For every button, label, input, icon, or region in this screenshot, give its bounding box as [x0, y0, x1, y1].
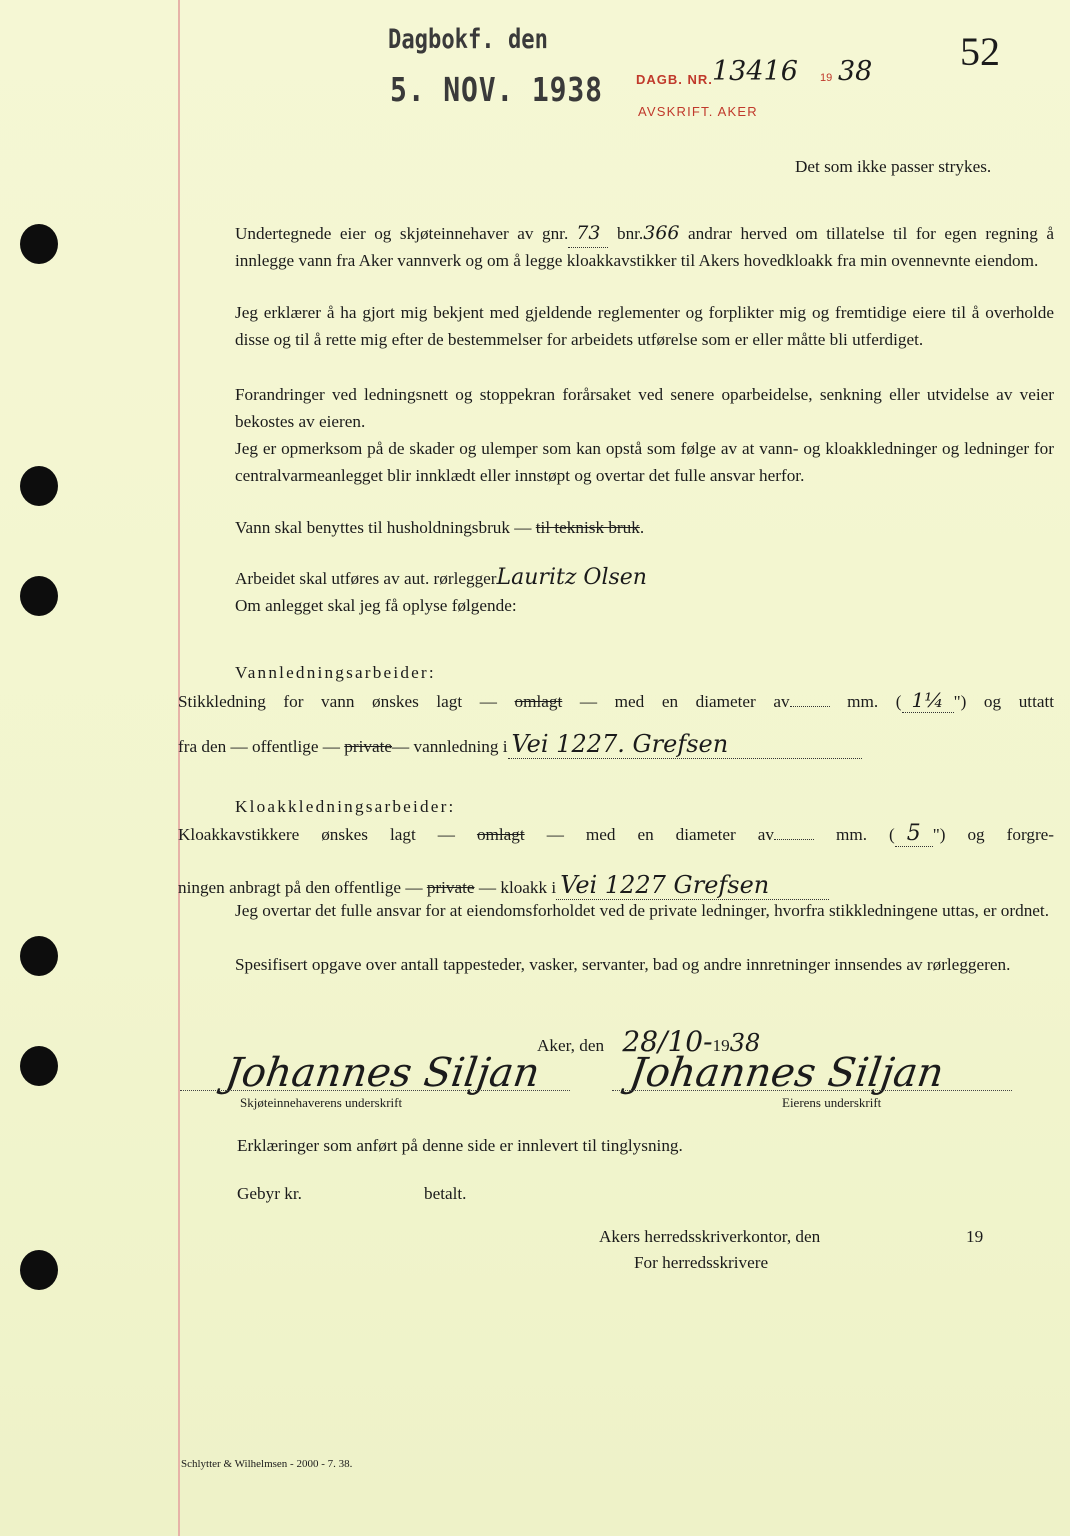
water-diameter-value: 1¼	[902, 688, 954, 713]
dagb-year: 38	[838, 56, 873, 87]
signature-line-left	[180, 1090, 570, 1091]
water-line-2: fra den — offentlige — private— vannledning i Vei 1227. Grefsen	[178, 730, 862, 759]
bnr-value: 366	[643, 222, 680, 244]
proprietor-signature-label: Eierens underskrift	[782, 1095, 882, 1110]
water-section-heading: Vannledningsarbeider:	[235, 663, 436, 682]
printer-imprint: Schlytter & Wilhelmsen - 2000 - 7. 38.	[181, 1458, 353, 1470]
dagb-nr-label: DAGB. NR.	[636, 72, 713, 87]
sewer-section-heading: Kloakkledningsarbeider:	[235, 797, 456, 816]
instruction-notice: Det som ikke passer strykes.	[795, 157, 992, 176]
dagb-year-prefix: 19	[820, 72, 833, 84]
declarations-line: Erklæringer som anført på denne side er innlevert til tinglysning.	[237, 1136, 683, 1155]
office-year-prefix: 19	[966, 1227, 984, 1246]
declaration-paragraph: Jeg erklærer å ha gjort mig bekjent med gjeldende reglementer og forplikter mig og fremtidige eiere til å overholde disse og til å rette mig efter de bestemmelser for arbeidets utførelse som er eller måtte bli utferdiget.	[235, 303, 1054, 349]
dagbok-stamp-date: 5. NOV. 1938	[390, 70, 603, 109]
office-line: Akers herredsskriverkontor, den	[599, 1227, 821, 1246]
date-year: 38	[729, 1029, 761, 1057]
punch-hole	[20, 466, 58, 506]
owner-signature: Johannes Siljan	[222, 1050, 543, 1096]
responsibility-paragraph: Jeg overtar det fulle ansvar for at eiendomsforholdet ved de private ledninger, hvorfra stikkledningene uttas, er ordnet.	[235, 901, 1049, 920]
water-usage-line: Vann skal benyttes til husholdningsbruk — til teknisk bruk.	[235, 518, 645, 537]
specification-paragraph: Spesifisert opgave over antall tappesteder, vasker, servanter, bad og andre innretninger innsendes av rørleggeren.	[235, 955, 1011, 974]
punch-hole	[20, 576, 58, 616]
dagb-nr-value: 13416	[712, 56, 798, 87]
punch-hole	[20, 224, 58, 264]
gnr-value: 73	[568, 220, 608, 248]
water-main-location: Vei 1227. Grefsen	[508, 730, 862, 759]
dagbok-stamp-line1: Dagbokf. den	[388, 24, 548, 55]
sewer-line-2: ningen anbragt på den offentlige — private — kloakk i Vei 1227 Grefsen	[178, 871, 829, 900]
sewer-main-location: Vei 1227 Grefsen	[556, 871, 829, 900]
changes-paragraph: Forandringer ved ledningsnett og stoppekran forårsaket ved senere oparbeidelse, senkning eller utvidelse av veier bekostes av eieren.	[235, 385, 1054, 431]
water-line-1: Stikkledning for vann ønskes lagt — omlagt — med en diameter av mm. ( 1¼ ") og uttatt	[178, 688, 1055, 712]
plumber-name: Lauritz Olsen	[496, 565, 647, 590]
plumber-line: Arbeidet skal utføres av aut. rørleggerLauritz Olsen	[235, 565, 647, 590]
page-number: 52	[960, 29, 1000, 74]
sewer-line-1: Kloakkavstikkere ønskes lagt — omlagt — med en diameter av mm. ( 5 ") og forgre-	[178, 821, 1055, 846]
sewer-diameter-value: 5	[895, 821, 933, 847]
avskrift-stamp: AVSKRIFT. AKER	[638, 104, 758, 119]
signature-line-right	[612, 1090, 1012, 1091]
punch-hole	[20, 1046, 58, 1086]
date-value: 28/10-	[622, 1025, 713, 1058]
fee-paid-label: betalt.	[424, 1184, 467, 1203]
awareness-paragraph: Jeg er opmerksom på de skader og ulemper som kan opstå som følge av at vann- og kloakkledninger og ledninger for centralvarmeanlegget blir innklædt eller innstøpt og overtar det fulle ansvar herfor.	[235, 439, 1054, 485]
proprietor-signature: Johannes Siljan	[626, 1050, 947, 1096]
application-paragraph: Undertegnede eier og skjøteinnehaver av gnr. 73 bnr.366 andrar herved om tillatelse til for egen regning å innlegge vann fra Aker vannverk og om å legge kloakkavstikker til Akers hovedkloakk fra min ovennevnte eiendom.	[235, 222, 1054, 270]
fee-label: Gebyr kr.	[237, 1184, 302, 1203]
owner-signature-label: Skjøteinnehaverens underskrift	[240, 1095, 403, 1110]
office-signatory: For herredsskrivere	[634, 1253, 769, 1272]
punch-hole	[20, 1250, 58, 1290]
installation-info-line: Om anlegget skal jeg få oplyse følgende:	[235, 596, 517, 615]
punch-hole	[20, 936, 58, 976]
date-line: Aker, den 28/10-1938	[537, 1025, 761, 1058]
